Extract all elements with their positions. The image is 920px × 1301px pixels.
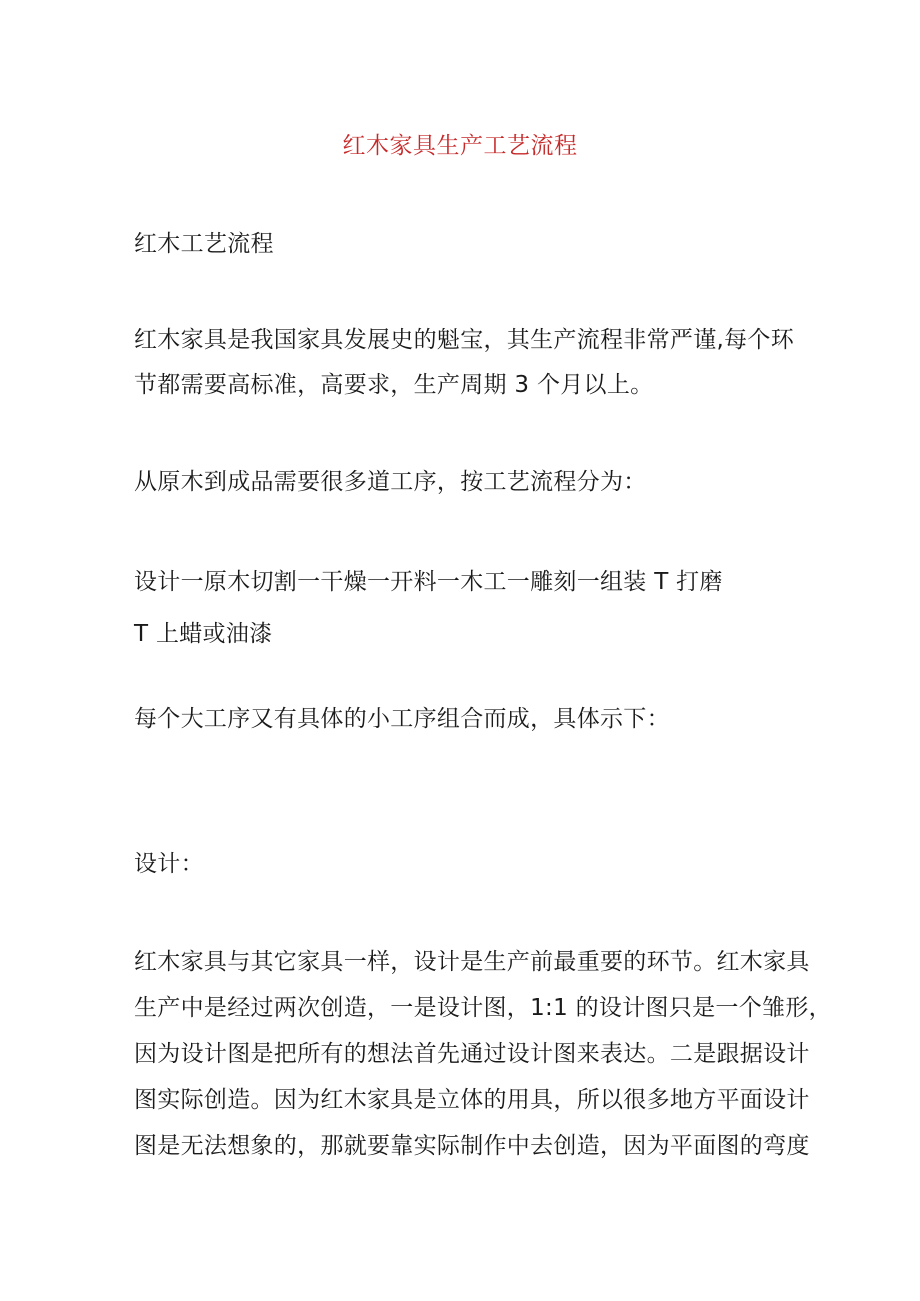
document-title: 红木家具生产工艺流程 (342, 133, 578, 159)
steps-intro-paragraph: 从原木到成品需要很多道工序，按工艺流程分为： (134, 469, 647, 495)
intro-paragraph (134, 318, 804, 408)
sub-process-intro-paragraph: 每个大工序又有具体的小工序组合而成，具体示下： (134, 706, 670, 732)
design-line: 红木家具与其它家具一样，设计是生产前最重要的环节。红木家具 (134, 949, 810, 975)
design-line: 因为设计图是把所有的想法首先通过设计图来表达。二是跟据设计 (134, 1041, 810, 1067)
design-line: 生产中是经过两次创造，一是设计图，1:1 的设计图只是一个雏形， (134, 995, 832, 1021)
design-paragraph (134, 939, 832, 1169)
process-steps-line: T 上蜡或油漆 (134, 621, 273, 647)
intro-line: 节都需要高标准，高要求，生产周期 3 个月以上。 (134, 372, 654, 398)
process-steps-line: 设计一原木切割一干燥一开料一木工一雕刻一组装 T 打磨 (134, 569, 723, 595)
design-line: 图是无法想象的，那就要靠实际制作中去创造，因为平面图的弯度 (134, 1133, 810, 1159)
design-section-label: 设计： (134, 851, 204, 877)
intro-line: 红木家具是我国家具发展史的魁宝，其生产流程非常严谨,每个环 (134, 327, 795, 353)
process-steps-paragraph (134, 556, 804, 660)
design-line: 图实际创造。因为红木家具是立体的用具，所以很多地方平面设计 (134, 1087, 810, 1113)
section-heading: 红木工艺流程 (134, 231, 274, 257)
